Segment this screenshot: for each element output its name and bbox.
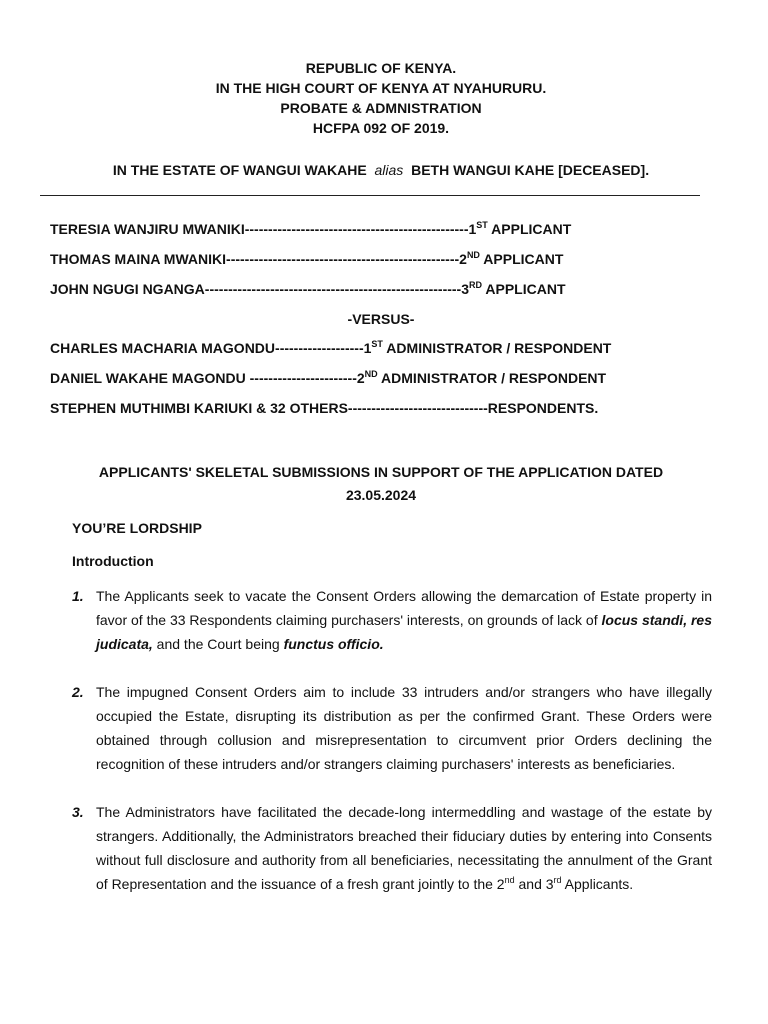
party-name: JOHN NGUGI NGANGA [50,281,205,297]
paragraph-number: 1. [72,588,84,604]
party-applicant-2 [50,249,563,269]
text-run: The Applicants seek to vacate the Consent Orders allowing the demarcation of Estate property in favor of the 33 Respondents claiming purchasers' interests, on grounds of lack of [96,588,712,628]
text-run: The Administrators have facilitated the decade-long intermeddling and wastage of the estate by strangers. Additionally, the Administrators breached their fiduciary duties by entering into Consents without full disclosure and authority from all beneficiaries, necessitating the annulment of the Grant of Representation and the issuance of a fresh grant jointly to the 2 [96,804,712,892]
header-court: IN THE HIGH COURT OF KENYA AT NYAHURURU. [215,80,547,96]
paragraph-2 [72,680,712,776]
party-dashes: ----------------------- [249,370,357,386]
paragraph-3 [72,800,712,896]
salutation: YOU’RE LORDSHIP [72,520,202,536]
party-ordinal: 3 [461,281,470,297]
party-role: ADMINISTRATOR / RESPONDENT [382,340,612,356]
party-ordinal-suffix: ND [466,250,480,260]
estate-name: IN THE ESTATE OF WANGUI WAKAHE [112,162,367,178]
submission-title: APPLICANTS' SKELETAL SUBMISSIONS IN SUPPORT OF THE APPLICATION DATED [98,464,664,480]
header-division: PROBATE & ADMNISTRATION [280,100,482,116]
party-name: THOMAS MAINA MWANIKI [50,251,227,267]
paragraph-text: The impugned Consent Orders aim to include 33 intruders and/or strangers who have illegally occupied the Estate, disrupting its distribution as per the confirmed Grant. These Orders were obtained through collusion and misrepresentation to circumvent prior Orders declining the recognition of these intruders and/or strangers claiming purchasers' interests as beneficiaries. [96,684,712,772]
party-dashes: -------------------------------------------------- [226,251,460,267]
paragraph-text [96,800,712,896]
header-case-number: HCFPA 092 OF 2019. [312,120,450,136]
party-ordinal: 1 [468,221,477,237]
estate-alias: alias [374,162,404,178]
party-respondents [50,398,598,418]
ordinal-suffix: rd [553,875,562,885]
versus-label: -VERSUS- [347,311,415,327]
party-role: RESPONDENTS. [487,400,599,416]
paragraph-text [96,584,712,656]
party-name: DANIEL WAKAHE MAGONDU [50,370,250,386]
party-ordinal-suffix: ST [371,339,383,349]
text-run: and 3 [514,876,554,892]
party-administrator-2 [50,368,606,388]
emphasis-text: functus officio. [283,636,384,652]
party-dashes: ------------------- [275,340,364,356]
party-ordinal: 1 [363,340,372,356]
paragraph-number: 3. [72,804,84,820]
emphasis-text: locus standi, res judicata, [96,612,712,652]
party-name: CHARLES MACHARIA MAGONDU [50,340,276,356]
party-applicant-3 [50,279,566,299]
estate-line [40,160,722,180]
ordinal-suffix: nd [504,875,515,885]
party-ordinal: 2 [356,370,365,386]
party-dashes: ------------------------------------------------ [244,221,469,237]
estate-deceased: BETH WANGUI KAHE [DECEASED]. [411,162,650,178]
party-ordinal-suffix: ND [364,369,378,379]
party-role: APPLICANT [479,251,564,267]
party-ordinal-suffix: RD [469,280,483,290]
text-run: and the Court being [152,636,284,652]
party-dashes: ------------------------------ [347,400,488,416]
party-role: APPLICANT [487,221,572,237]
header-divider [40,195,700,196]
paragraph-1 [72,584,712,656]
party-dashes: ------------------------------------------------------- [204,281,462,297]
paragraph-number: 2. [72,684,84,700]
party-role: APPLICANT [482,281,566,297]
party-applicant-1 [50,219,571,239]
party-ordinal-suffix: ST [476,220,488,230]
party-name: TERESIA WANJIRU MWANIKI [50,221,245,237]
text-run: Applicants. [561,876,634,892]
party-role: ADMINISTRATOR / RESPONDENT [377,370,607,386]
header-republic: REPUBLIC OF KENYA. [305,60,457,76]
section-heading: Introduction [72,553,154,569]
party-administrator-1 [50,338,611,358]
party-name: STEPHEN MUTHIMBI KARIUKI & 32 OTHERS [50,400,348,416]
party-ordinal: 2 [459,251,467,267]
submission-date: 23.05.2024 [345,487,417,503]
